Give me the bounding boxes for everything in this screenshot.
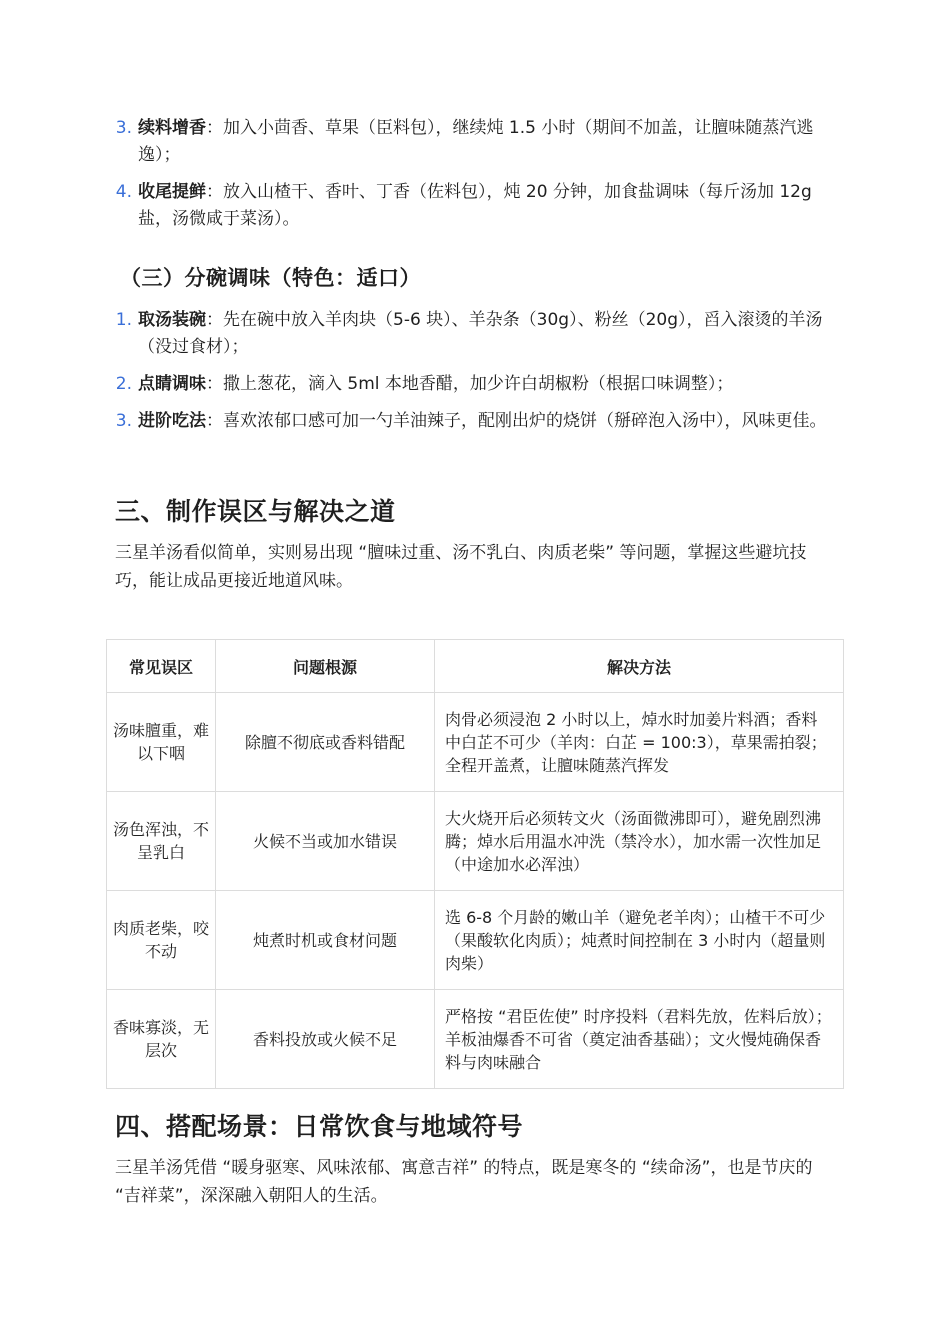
list-text: ：放入山楂干、香叶、丁香（佐料包），炖 20 分钟，加食盐调味（每斤汤加 12g 盐，汤微咸于菜汤）。	[138, 182, 812, 229]
step-list-stew	[108, 115, 838, 243]
table-row	[107, 891, 844, 990]
column-header: 问题根源	[216, 640, 435, 693]
mistake-cell: 汤味膻重，难以下咽	[107, 693, 216, 792]
list-item	[108, 307, 838, 361]
list-number: 4.	[115, 182, 132, 202]
mistake-cell: 汤色浑浊，不呈乳白	[107, 792, 216, 891]
section-heading-seasoning: （三）分碗调味（特色：适口）	[120, 266, 421, 290]
list-term: 续料增香	[138, 118, 206, 138]
column-header: 解决方法	[435, 640, 844, 693]
solution-cell: 选 6-8 个月龄的嫩山羊（避免老羊肉）；山楂干不可少（果酸软化肉质）；炖煮时间控制在 3 小时内（超量则肉柴）	[435, 891, 844, 990]
list-text: ：喜欢浓郁口感可加一勺羊油辣子，配刚出炉的烧饼（掰碎泡入汤中），风味更佳。	[206, 411, 827, 431]
list-term: 收尾提鲜	[138, 182, 206, 202]
solution-cell: 肉骨必须浸泡 2 小时以上，焯水时加姜片料酒；香料中白芷不可少（羊肉：白芷 = 100:3），草果需拍裂；全程开盖煮，让膻味随蒸汽挥发	[435, 693, 844, 792]
list-number: 2.	[115, 374, 132, 394]
cause-cell: 火候不当或加水错误	[216, 792, 435, 891]
list-number: 3.	[115, 118, 132, 138]
table-row	[107, 792, 844, 891]
solution-cell: 严格按 “君臣佐使” 时序投料（君料先放，佐料后放）；羊板油爆香不可省（奠定油香基础）；文火慢炖确保香料与肉味融合	[435, 990, 844, 1089]
mistake-cell: 肉质老柴，咬不动	[107, 891, 216, 990]
list-text: ：先在碗中放入羊肉块（5-6 块）、羊杂条（30g）、粉丝（20g），舀入滚烫的羊汤（没过食材）；	[138, 310, 823, 357]
list-text: ：加入小茴香、草果（臣料包），继续炖 1.5 小时（期间不加盖，让膻味随蒸汽逃逸）；	[138, 118, 814, 165]
list-term: 取汤装碗	[138, 310, 206, 330]
heading-mistakes: 三、制作误区与解决之道	[115, 497, 396, 526]
list-item	[108, 408, 838, 435]
cause-cell: 香料投放或火候不足	[216, 990, 435, 1089]
list-number: 3.	[115, 411, 132, 431]
list-text: ：撒上葱花，滴入 5ml 本地香醋，加少许白胡椒粉（根据口味调整）；	[206, 374, 734, 394]
solution-cell: 大火烧开后必须转文火（汤面微沸即可），避免剧烈沸腾；焯水后用温水冲洗（禁冷水），加水需一次性加足（中途加水必浑浊）	[435, 792, 844, 891]
mistakes-table	[106, 639, 844, 1089]
list-item	[108, 371, 838, 398]
table-row	[107, 693, 844, 792]
intro-mistakes: 三星羊汤看似简单，实则易出现 “膻味过重、汤不乳白、肉质老柴” 等问题，掌握这些避坑技巧，能让成品更接近地道风味。	[115, 543, 807, 591]
column-header: 常见误区	[107, 640, 216, 693]
mistake-cell: 香味寡淡，无层次	[107, 990, 216, 1089]
list-item	[108, 115, 838, 169]
list-item	[108, 179, 838, 233]
list-term: 进阶吃法	[138, 411, 206, 431]
table-header-row	[107, 640, 844, 693]
table-row	[107, 990, 844, 1089]
heading-scenarios: 四、搭配场景：日常饮食与地域符号	[115, 1112, 524, 1141]
cause-cell: 除膻不彻底或香料错配	[216, 693, 435, 792]
intro-scenarios: 三星羊汤凭借 “暖身驱寒、风味浓郁、寓意吉祥” 的特点，既是寒冬的 “续命汤”，也是节庆的 “吉祥菜”，深深融入朝阳人的生活。	[115, 1158, 813, 1206]
step-list-seasoning	[108, 307, 838, 445]
cause-cell: 炖煮时机或食材问题	[216, 891, 435, 990]
list-term: 点睛调味	[138, 374, 206, 394]
list-number: 1.	[115, 310, 132, 330]
